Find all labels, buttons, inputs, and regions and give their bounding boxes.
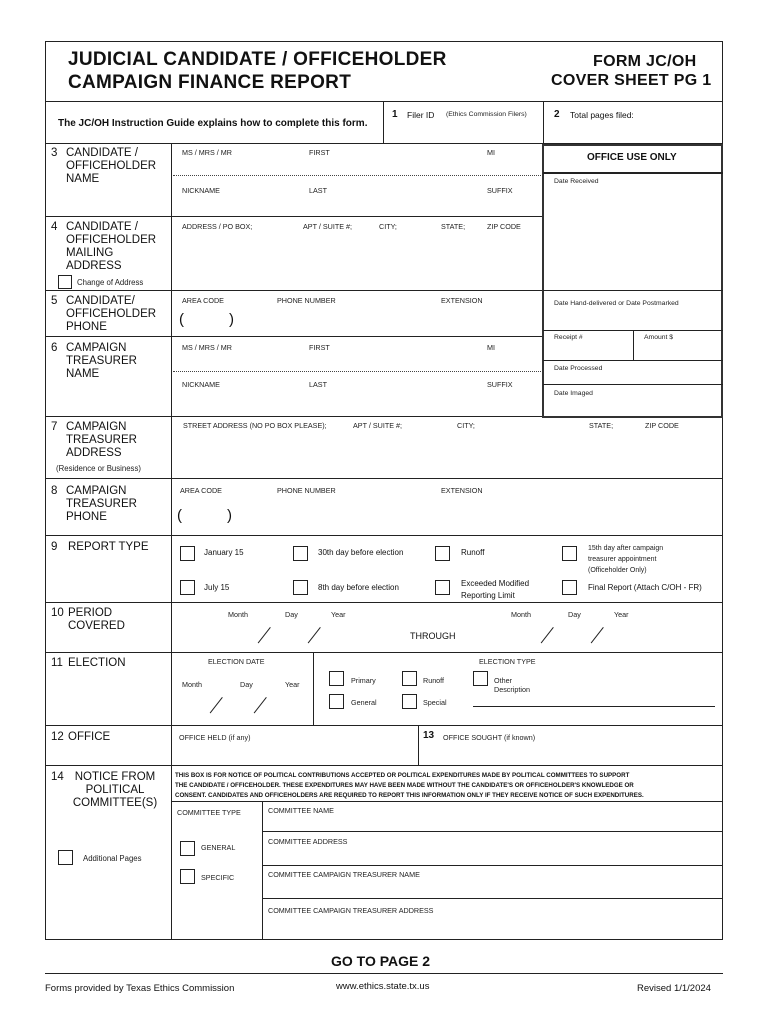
committee-specific-checkbox[interactable] bbox=[180, 869, 195, 884]
divider bbox=[45, 336, 543, 337]
section-9-num: 9 bbox=[51, 541, 58, 553]
report-type-final-label: Final Report (Attach C/OH - FR) bbox=[588, 583, 702, 592]
committee-address-label: COMMITTEE ADDRESS bbox=[268, 837, 348, 846]
divider bbox=[171, 801, 723, 802]
report-type-15th-day-checkbox[interactable] bbox=[562, 546, 577, 561]
label-extension: EXTENSION bbox=[441, 486, 483, 495]
form-title-line1: JUDICIAL CANDIDATE / OFFICEHOLDER bbox=[68, 49, 447, 70]
section-7-num: 7 bbox=[51, 421, 58, 433]
divider bbox=[313, 652, 314, 725]
period-to-month: Month bbox=[511, 610, 531, 619]
office-sought-label: OFFICE SOUGHT (if known) bbox=[443, 733, 536, 742]
cover-sheet-label: COVER SHEET PG 1 bbox=[551, 72, 712, 89]
footer-revision: Revised 1/1/2024 bbox=[637, 983, 711, 994]
report-type-final-checkbox[interactable] bbox=[562, 580, 577, 595]
divider bbox=[262, 898, 723, 899]
report-type-runoff-label: Runoff bbox=[461, 548, 485, 557]
election-type-label: ELECTION TYPE bbox=[479, 657, 536, 666]
office-held-label: OFFICE HELD (if any) bbox=[179, 733, 251, 742]
total-pages-num: 2 bbox=[554, 109, 560, 120]
period-from-year: Year bbox=[331, 610, 346, 619]
office-use-title: OFFICE USE ONLY bbox=[587, 152, 677, 163]
election-general-label: General bbox=[351, 698, 377, 707]
date-processed-label: Date Processed bbox=[554, 365, 603, 372]
section-14-label: NOTICE FROM POLITICAL COMMITTEE(S) bbox=[72, 771, 158, 809]
divider bbox=[543, 101, 544, 144]
change-of-address-label: Change of Address bbox=[77, 278, 144, 287]
report-type-exceeded-line2: Reporting Limit bbox=[461, 591, 515, 600]
label-area-code: AREA CODE bbox=[182, 296, 224, 305]
report-type-8th-checkbox[interactable] bbox=[293, 580, 308, 595]
section-5-label: CANDIDATE/ OFFICEHOLDER PHONE bbox=[66, 295, 157, 333]
amount-label: Amount $ bbox=[644, 334, 674, 341]
period-to-day: Day bbox=[568, 610, 581, 619]
period-from-day: Day bbox=[285, 610, 298, 619]
election-special-label: Special bbox=[423, 698, 447, 707]
date-received-label: Date Received bbox=[554, 178, 599, 185]
go-to-page-2: GO TO PAGE 2 bbox=[331, 953, 431, 969]
other-description-line[interactable] bbox=[473, 706, 715, 707]
label-nickname: NICKNAME bbox=[182, 186, 220, 195]
committee-treasurer-name-label: COMMITTEE CAMPAIGN TREASURER NAME bbox=[268, 870, 420, 879]
section-3-label: CANDIDATE / OFFICEHOLDER NAME bbox=[66, 147, 157, 185]
election-day: Day bbox=[240, 680, 253, 689]
period-from-month: Month bbox=[228, 610, 248, 619]
paren-left: ( bbox=[177, 507, 182, 524]
divider bbox=[543, 360, 723, 361]
election-special-checkbox[interactable] bbox=[402, 694, 417, 709]
filer-id-label: Filer ID bbox=[407, 110, 435, 120]
label-first: FIRST bbox=[309, 148, 330, 157]
committee-general-label: GENERAL bbox=[201, 843, 236, 852]
form-id: FORM JC/OH bbox=[593, 53, 697, 70]
label-phone-number: PHONE NUMBER bbox=[277, 296, 336, 305]
residence-business-note: (Residence or Business) bbox=[56, 464, 141, 473]
paren-left: ( bbox=[179, 311, 184, 328]
section-6-label: CAMPAIGN TREASURER NAME bbox=[66, 342, 137, 380]
report-type-exceeded-checkbox[interactable] bbox=[435, 580, 450, 595]
section-12-label: OFFICE bbox=[68, 731, 111, 743]
divider bbox=[633, 330, 634, 360]
section-10-label: PERIOD COVERED bbox=[68, 607, 125, 632]
hand-delivered-label: Date Hand-delivered or Date Postmarked bbox=[554, 300, 679, 307]
name-field-dotline[interactable] bbox=[173, 371, 541, 372]
report-type-8th-label: 8th day before election bbox=[318, 583, 399, 592]
instruction-text: The JC/OH Instruction Guide explains how to complete this form. bbox=[58, 118, 368, 129]
label-suffix: SUFFIX bbox=[487, 380, 513, 389]
label-mi: MI bbox=[487, 343, 495, 352]
report-type-january-label: January 15 bbox=[204, 548, 244, 557]
election-primary-checkbox[interactable] bbox=[329, 671, 344, 686]
divider bbox=[45, 973, 723, 974]
election-primary-label: Primary bbox=[351, 676, 376, 685]
election-month: Month bbox=[182, 680, 202, 689]
label-nickname: NICKNAME bbox=[182, 380, 220, 389]
committee-treasurer-address-label: COMMITTEE CAMPAIGN TREASURER ADDRESS bbox=[268, 906, 434, 915]
label-first: FIRST bbox=[309, 343, 330, 352]
divider bbox=[171, 143, 172, 940]
date-imaged-label: Date Imaged bbox=[554, 390, 593, 397]
receipt-label: Receipt # bbox=[554, 334, 583, 341]
label-area-code: AREA CODE bbox=[180, 486, 222, 495]
label-ms: MS / MRS / MR bbox=[182, 148, 232, 157]
filer-id-num: 1 bbox=[392, 109, 398, 120]
name-field-dotline[interactable] bbox=[173, 175, 541, 176]
divider bbox=[45, 101, 723, 102]
divider bbox=[45, 216, 543, 217]
section-11-num: 11 bbox=[51, 657, 63, 669]
section-9-label: REPORT TYPE bbox=[68, 541, 149, 553]
label-last: LAST bbox=[309, 380, 327, 389]
label-zip: ZIP CODE bbox=[487, 222, 521, 231]
section-5-num: 5 bbox=[51, 295, 58, 307]
label-street-address: STREET ADDRESS (NO PO BOX PLEASE); bbox=[183, 421, 327, 430]
divider bbox=[543, 290, 723, 291]
election-year: Year bbox=[285, 680, 300, 689]
report-type-15th-line3: (Officeholder Only) bbox=[588, 567, 647, 574]
section-3-num: 3 bbox=[51, 147, 58, 159]
form-title-line2: CAMPAIGN FINANCE REPORT bbox=[68, 72, 352, 93]
label-apt: APT / SUITE #; bbox=[303, 222, 352, 231]
divider bbox=[543, 172, 723, 174]
label-state: STATE; bbox=[589, 421, 614, 430]
election-general-checkbox[interactable] bbox=[329, 694, 344, 709]
label-city: CITY; bbox=[457, 421, 475, 430]
section-6-num: 6 bbox=[51, 342, 58, 354]
through-label: THROUGH bbox=[410, 631, 456, 641]
divider bbox=[45, 535, 723, 536]
divider bbox=[45, 652, 723, 653]
divider bbox=[262, 865, 723, 866]
filer-id-note: (Ethics Commission Filers) bbox=[446, 111, 527, 118]
footer-website[interactable]: www.ethics.state.tx.us bbox=[336, 981, 430, 992]
divider bbox=[45, 290, 543, 291]
paren-right: ) bbox=[227, 507, 232, 524]
divider bbox=[262, 831, 723, 832]
divider bbox=[45, 725, 723, 726]
election-description-label: Description bbox=[494, 685, 530, 694]
notice-text-line3: CONSENT. CANDIDATES AND OFFICEHOLDERS ARE REQUIRED TO REPORT THIS INFORMATION ONLY IF THEY RECEIVE NOTICE OF SUCH EXPENDITURES. bbox=[175, 792, 644, 799]
section-8-num: 8 bbox=[51, 485, 58, 497]
report-type-15th-line1: 15th day after campaign bbox=[588, 545, 664, 552]
notice-text-line1: THIS BOX IS FOR NOTICE OF POLITICAL CONTRIBUTIONS ACCEPTED OR POLITICAL EXPENDITURES MADE BY POLITICAL COMMITTEES TO SUPPORT bbox=[175, 772, 630, 779]
change-of-address-checkbox[interactable] bbox=[58, 275, 72, 289]
committee-type-label: COMMITTEE TYPE bbox=[177, 808, 241, 817]
paren-right: ) bbox=[229, 311, 234, 328]
section-13-num: 13 bbox=[423, 730, 435, 741]
total-pages-label: Total pages filed: bbox=[570, 110, 634, 120]
divider bbox=[45, 765, 723, 766]
report-type-30th-label: 30th day before election bbox=[318, 548, 404, 557]
section-10-num: 10 bbox=[51, 607, 64, 619]
additional-pages-label: Additional Pages bbox=[83, 854, 142, 863]
section-4-num: 4 bbox=[51, 221, 58, 233]
label-last: LAST bbox=[309, 186, 327, 195]
label-mi: MI bbox=[487, 148, 495, 157]
section-11-label: ELECTION bbox=[68, 657, 126, 669]
period-to-year: Year bbox=[614, 610, 629, 619]
label-zip: ZIP CODE bbox=[645, 421, 679, 430]
section-12-num: 12 bbox=[51, 731, 64, 743]
label-suffix: SUFFIX bbox=[487, 186, 513, 195]
label-state: STATE; bbox=[441, 222, 466, 231]
label-apt: APT / SUITE #; bbox=[353, 421, 402, 430]
label-extension: EXTENSION bbox=[441, 296, 483, 305]
election-runoff-checkbox[interactable] bbox=[402, 671, 417, 686]
section-14-num: 14 bbox=[51, 771, 64, 783]
footer-provider: Forms provided by Texas Ethics Commission bbox=[45, 983, 235, 994]
section-7-label: CAMPAIGN TREASURER ADDRESS bbox=[66, 421, 137, 459]
label-ms: MS / MRS / MR bbox=[182, 343, 232, 352]
office-use-box bbox=[542, 144, 723, 418]
report-type-exceeded-line1: Exceeded Modified bbox=[461, 579, 530, 588]
election-date-label: ELECTION DATE bbox=[208, 657, 265, 666]
report-type-15th-line2: treasurer appointment bbox=[588, 556, 657, 563]
report-type-30th-checkbox[interactable] bbox=[293, 546, 308, 561]
label-phone-number: PHONE NUMBER bbox=[277, 486, 336, 495]
label-city: CITY; bbox=[379, 222, 397, 231]
section-8-label: CAMPAIGN TREASURER PHONE bbox=[66, 485, 137, 523]
election-runoff-label: Runoff bbox=[423, 676, 445, 685]
divider bbox=[45, 602, 723, 603]
report-type-runoff-checkbox[interactable] bbox=[435, 546, 450, 561]
report-type-july-label: July 15 bbox=[204, 583, 230, 592]
report-type-january-checkbox[interactable] bbox=[180, 546, 195, 561]
committee-name-label: COMMITTEE NAME bbox=[268, 806, 334, 815]
divider bbox=[45, 478, 723, 479]
notice-text-line2: THE CANDIDATE / OFFICEHOLDER. THESE EXPENDITURES MAY HAVE BEEN MADE WITHOUT THE CANDIDATE'S OR OFFICEHOLDER'S KNOWLEDGE OR bbox=[175, 782, 634, 789]
divider bbox=[418, 725, 419, 765]
divider bbox=[262, 801, 263, 940]
election-other-checkbox[interactable] bbox=[473, 671, 488, 686]
divider bbox=[543, 384, 723, 385]
election-other-label: Other bbox=[494, 676, 512, 685]
committee-general-checkbox[interactable] bbox=[180, 841, 195, 856]
report-type-july-checkbox[interactable] bbox=[180, 580, 195, 595]
additional-pages-checkbox[interactable] bbox=[58, 850, 73, 865]
section-4-label: CANDIDATE / OFFICEHOLDER MAILING ADDRESS bbox=[66, 221, 157, 272]
label-address: ADDRESS / PO BOX; bbox=[182, 222, 253, 231]
committee-specific-label: SPECIFIC bbox=[201, 873, 235, 882]
divider bbox=[383, 101, 384, 144]
